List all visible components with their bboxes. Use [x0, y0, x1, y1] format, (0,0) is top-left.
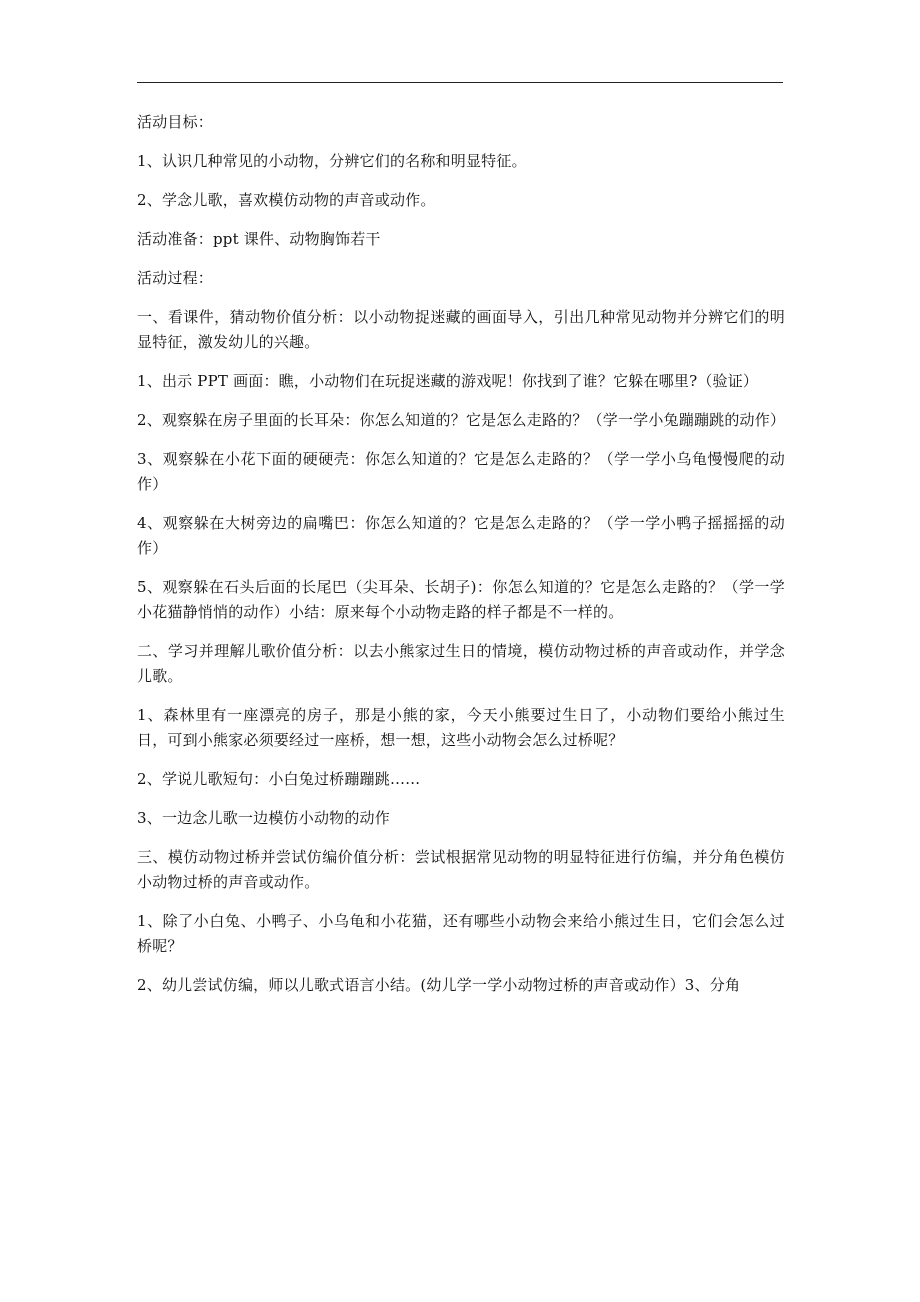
heading-goals: 活动目标：: [137, 113, 214, 131]
paragraph: 2、学念儿歌，喜欢模仿动物的声音或动作。: [137, 191, 436, 209]
section-heading: 二、学习并理解儿歌价值分析：以去小熊家过生日的情境，模仿动物过桥的声音或动作，并学念儿歌。: [137, 642, 785, 685]
paragraph: 5、观察躲在石头后面的长尾巴（尖耳朵、长胡子)：你怎么知道的？它是怎么走路的？（学一学小花猫静悄悄的动作）小结：原来每个小动物走路的样子都是不一样的。: [137, 578, 785, 621]
paragraph: 2、幼儿尝试仿编，师以儿歌式语言小结。(幼儿学一学小动物过桥的声音或动作）3、分角: [137, 976, 741, 994]
paragraph: 3、一边念儿歌一边模仿小动物的动作: [137, 809, 390, 827]
heading-process: 活动过程：: [137, 269, 214, 287]
paragraph: 1、森林里有一座漂亮的房子，那是小熊的家，今天小熊要过生日了，小动物们要给小熊过生日，可到小熊家必须要经过一座桥，想一想，这些小动物会怎么过桥呢？: [137, 706, 785, 749]
section-heading: 一、看课件，猜动物价值分析：以小动物捉迷藏的画面导入，引出几种常见动物并分辨它们的明显特征，激发幼儿的兴趣。: [137, 308, 785, 351]
heading-preparation: 活动准备：ppt 课件、动物胸饰若干: [137, 230, 381, 248]
paragraph: 3、观察躲在小花下面的硬硬壳：你怎么知道的？它是怎么走路的？（学一学小乌龟慢慢爬的动作）: [137, 450, 785, 493]
section-heading: 三、模仿动物过桥并尝试仿编价值分析：尝试根据常见动物的明显特征进行仿编，并分角色模仿小动物过桥的声音或动作。: [137, 848, 785, 891]
paragraph: 1、认识几种常见的小动物，分辨它们的名称和明显特征。: [137, 152, 527, 170]
paragraph: 1、除了小白兔、小鸭子、小乌龟和小花猫，还有哪些小动物会来给小熊过生日，它们会怎么过桥呢？: [137, 912, 785, 955]
paragraph: 2、观察躲在房子里面的长耳朵：你怎么知道的？它是怎么走路的？（学一学小兔蹦蹦跳的动作）: [137, 411, 786, 429]
document-body: [137, 110, 785, 998]
header-rule: [137, 82, 783, 83]
paragraph: 2、学说儿歌短句：小白兔过桥蹦蹦跳……: [137, 770, 421, 788]
paragraph: 4、观察躲在大树旁边的扁嘴巴：你怎么知道的？它是怎么走路的？（学一学小鸭子摇摇摇的动作）: [137, 514, 785, 557]
paragraph: 1、出示 PPT 画面：瞧，小动物们在玩捉迷藏的游戏呢！你找到了谁？它躲在哪里?（验证）: [137, 372, 759, 390]
